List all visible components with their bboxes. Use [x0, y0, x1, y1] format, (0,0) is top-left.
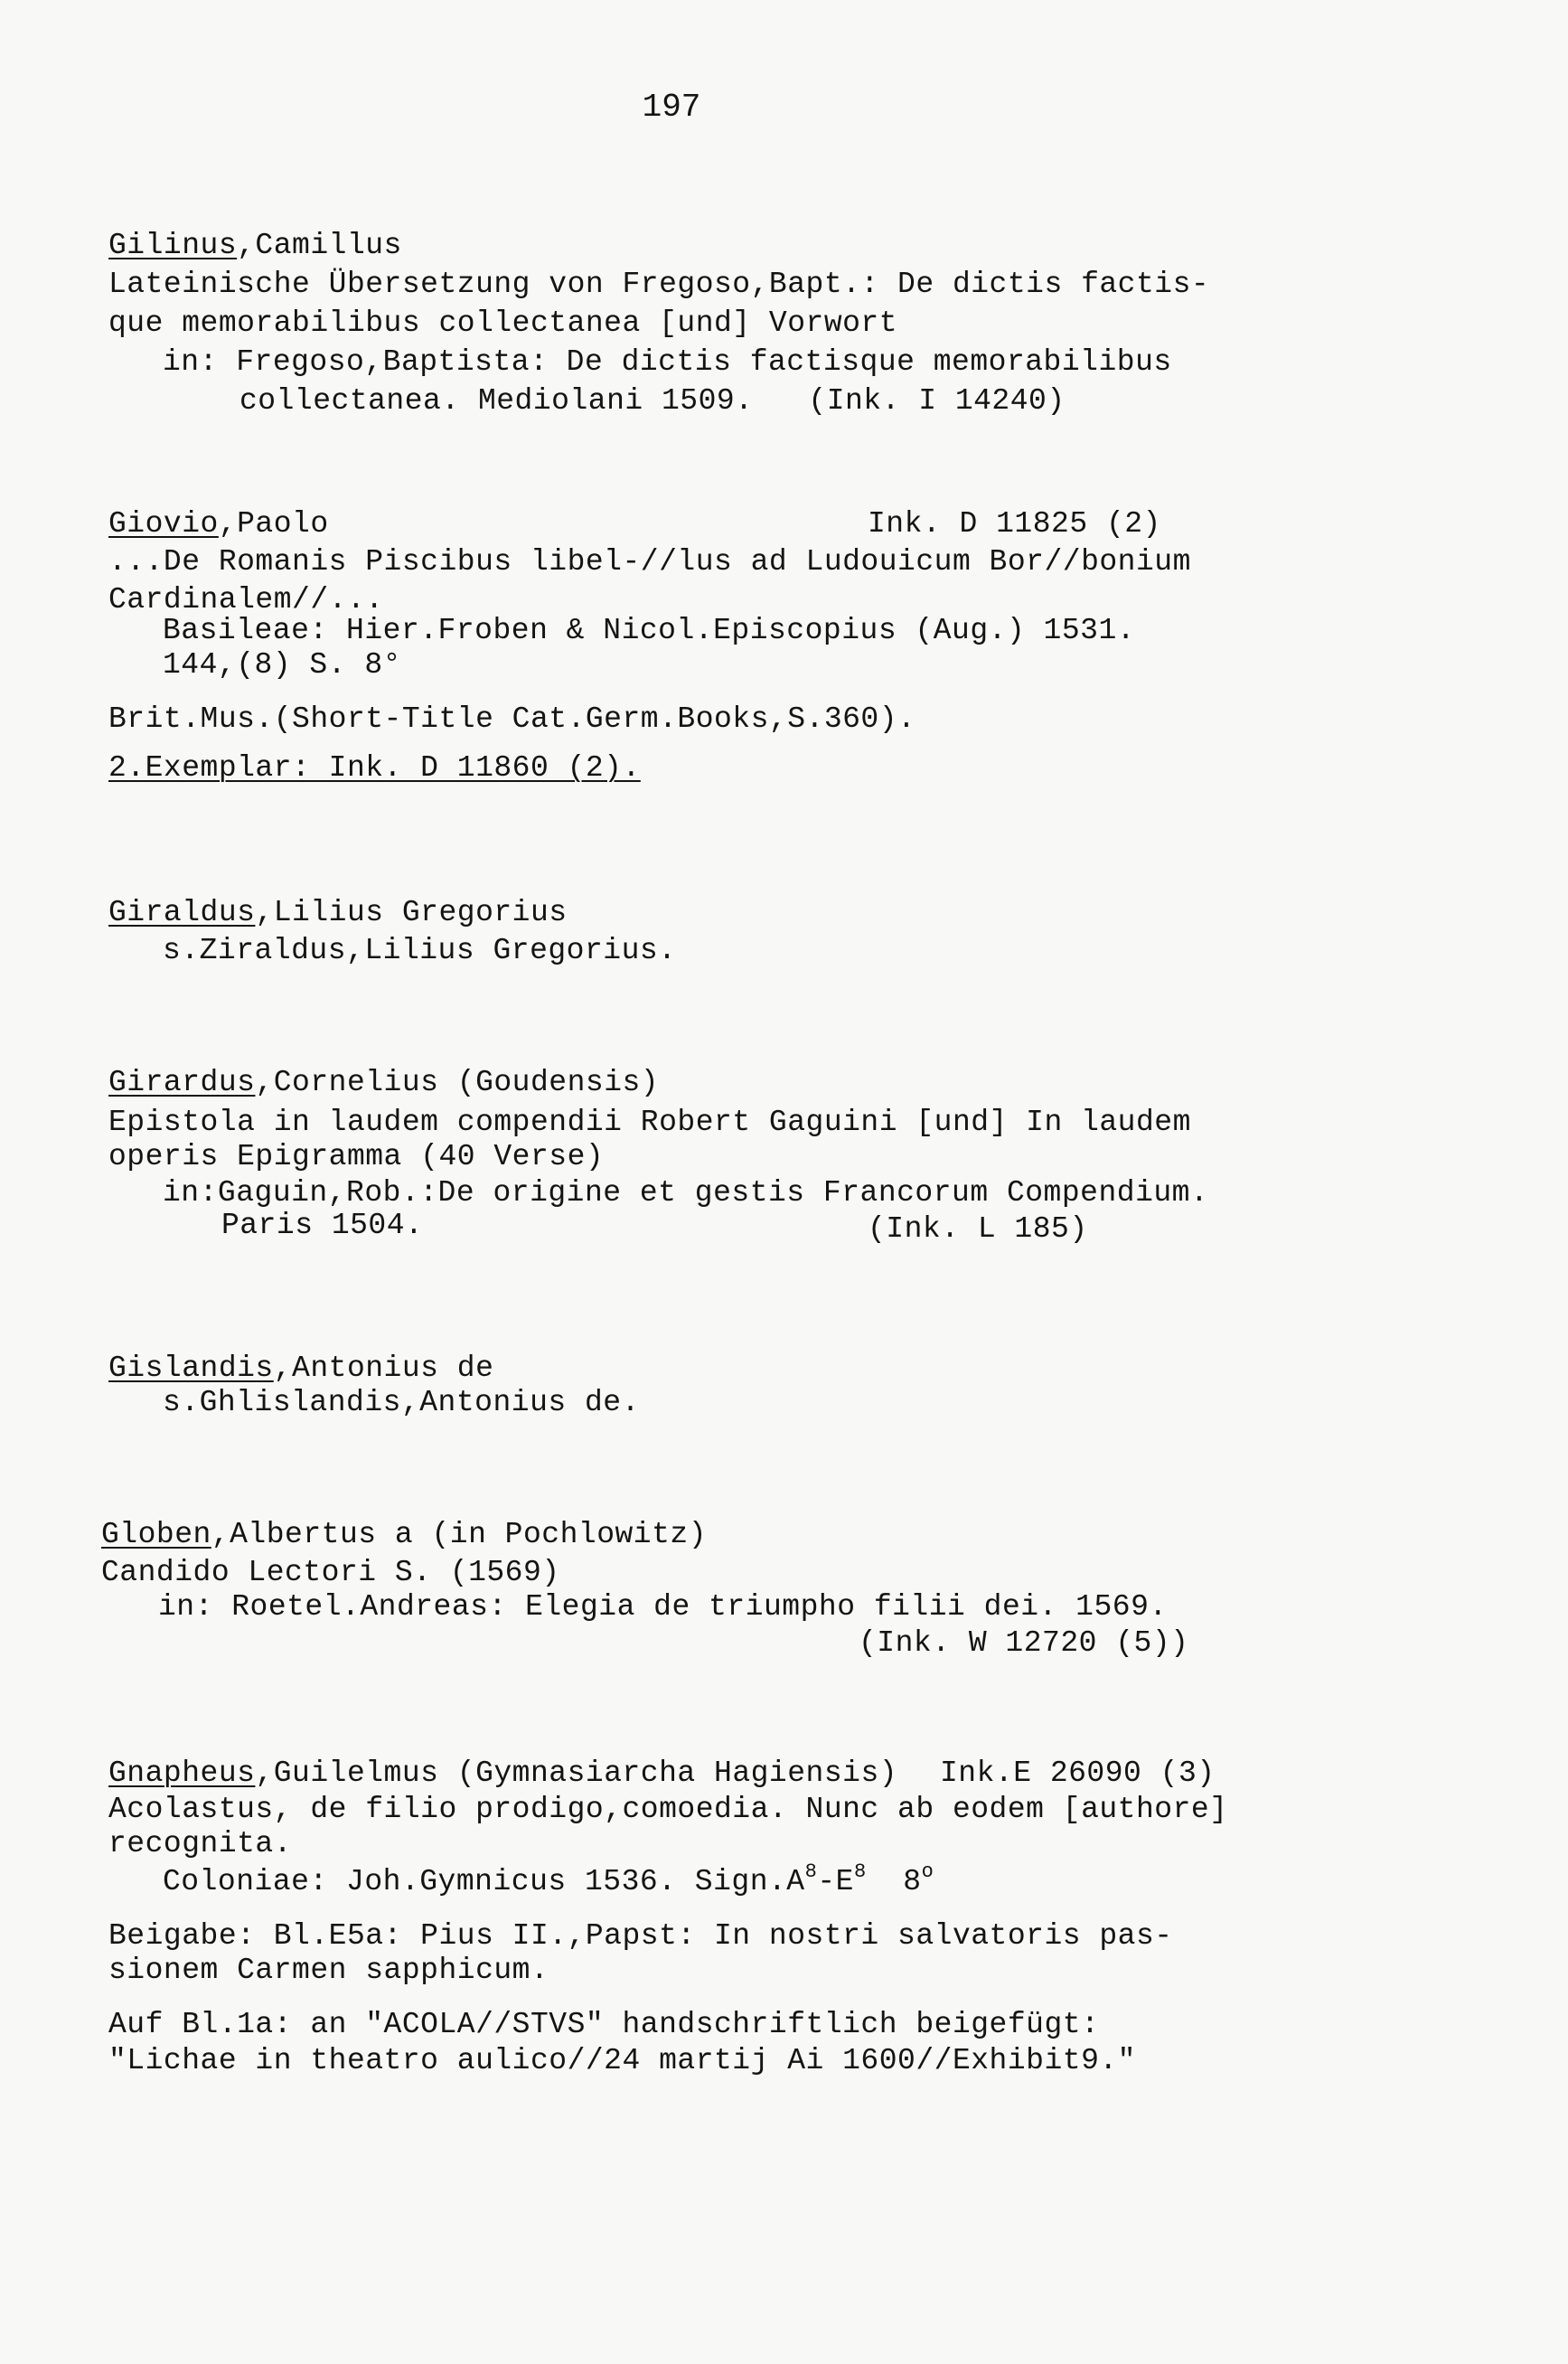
entry-heading [108, 506, 329, 542]
entry-heading [108, 1065, 659, 1101]
entry-line: 144,(8) S. 8° [163, 648, 401, 682]
author-forename: ,Paolo [218, 507, 329, 541]
entry-line: Acolastus, de filio prodigo,comoedia. Nunc ab eodem [authore] [108, 1793, 1228, 1826]
entry-line: Paris 1504. [221, 1209, 424, 1242]
author-surname: Girardus [108, 1066, 256, 1099]
cross-reference: s.Ghlislandis,Antonius de. [163, 1386, 640, 1419]
author-surname: Giovio [108, 507, 219, 541]
author-forename: ,Antonius de [273, 1352, 494, 1385]
author-surname: Gislandis [108, 1352, 274, 1385]
author-forename: ,Guilelmus (Gymnasiarcha Hagiensis) [255, 1757, 898, 1790]
shelfmark: (Ink. W 12720 (5)) [859, 1626, 1189, 1660]
author-surname: Gnapheus [108, 1757, 256, 1790]
entry-line: in: Roetel.Andreas: Elegia de triumpho filii dei. 1569. [158, 1590, 1168, 1624]
entry-line: "Lichae in theatro aulico//24 martij Ai 1600//Exhibit9." [108, 2044, 1136, 2077]
entry-line: recognita. [108, 1827, 293, 1860]
entry-line: in:Gaguin,Rob.:De origine et gestis Francorum Compendium. [163, 1176, 1209, 1210]
shelfmark: (Ink. L 185) [868, 1212, 1088, 1246]
imprint-line: Coloniae: Joh.Gymnicus 1536. $Sign.A^8-E^8$ 8$^o$ [163, 1860, 934, 1898]
entry-heading [108, 895, 568, 931]
entry-line: Cardinalem//... [108, 583, 384, 617]
author-surname: Globen [101, 1518, 211, 1551]
entry-line: ...De Romanis Piscibus libel-//lus ad Ludouicum Bor//bonium [108, 545, 1191, 579]
entry-heading [108, 1351, 493, 1387]
entry-line: que memorabilibus collectanea [und] Vorwort [108, 306, 898, 340]
author-surname: Gilinus [108, 229, 238, 262]
entry-line: Candido Lectori S. (1569) [101, 1556, 560, 1589]
entry-heading [108, 228, 402, 264]
shelfmark: Ink. D 11825 (2) [868, 507, 1161, 541]
shelfmark: Ink.E 26090 (3) [940, 1757, 1216, 1790]
entry-heading [101, 1517, 707, 1553]
entry-line: Basileae: Hier.Froben & Nicol.Episcopius (Aug.) 1531. [163, 614, 1136, 647]
entry-line: Lateinische Übersetzung von Fregoso,Bapt.: De dictis factis- [108, 268, 1210, 301]
entry-line: operis Epigramma (40 Verse) [108, 1140, 605, 1173]
cross-reference: s.Ziraldus,Lilius Gregorius. [163, 934, 677, 967]
entry-line: collectanea. Mediolani 1509. (Ink. I 14240) [239, 384, 1066, 418]
page-number: 197 [642, 89, 701, 126]
author-forename: ,Camillus [237, 229, 402, 262]
author-surname: Giraldus [108, 896, 256, 929]
entry-line: in: Fregoso,Baptista: De dictis factisque memorabilibus [163, 345, 1172, 379]
author-forename: ,Cornelius (Goudensis) [255, 1066, 660, 1099]
second-copy-line: 2.Exemplar: Ink. D 11860 (2). [108, 751, 641, 785]
author-forename: ,Lilius Gregorius [255, 896, 568, 929]
entry-line: Epistola in laudem compendii Robert Gaguini [und] In laudem [108, 1106, 1191, 1139]
author-forename: ,Albertus a (in Pochlowitz) [211, 1518, 708, 1551]
entry-line: Auf Bl.1a: an "ACOLA//STVS" handschriftlich beigefügt: [108, 2008, 1100, 2041]
entry-line: Brit.Mus.(Short-Title Cat.Germ.Books,S.360). [108, 702, 916, 736]
entry-line: Beigabe: Bl.E5a: Pius II.,Papst: In nostri salvatoris pas- [108, 1919, 1173, 1953]
entry-line: sionem Carmen sapphicum. [108, 1954, 549, 1987]
entry-heading [108, 1756, 897, 1792]
